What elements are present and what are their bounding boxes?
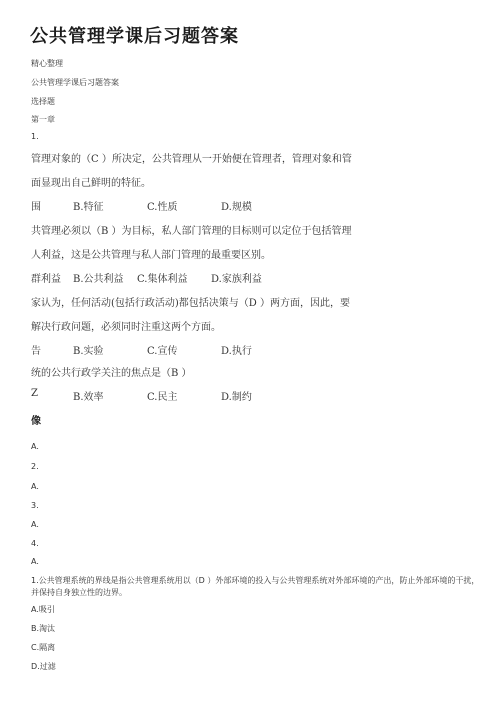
- question-1-line-2: 面显现出自己鲜明的特征。: [31, 178, 151, 189]
- header-line: 第一章: [31, 115, 55, 124]
- answer-line: A.: [31, 482, 39, 491]
- option: 群利益: [31, 274, 61, 285]
- question-stem: 1.公共管理系统的界线是指公共管理系统用以（D ）外部环境的投入与公共管理系统对外部环境的产出，防止外部环境的干扰，并保持自身独立性的边界。: [31, 576, 480, 597]
- section-heading: 像: [31, 416, 41, 427]
- option: D.家族利益: [211, 274, 262, 285]
- option: B.实验: [73, 346, 104, 357]
- option: 围: [31, 202, 41, 213]
- answer-line: A.: [31, 557, 39, 566]
- option: B.效率: [73, 392, 104, 403]
- header-line: 公共管理学课后习题答案: [31, 78, 119, 87]
- option: 告: [31, 346, 41, 357]
- option: Z: [31, 388, 38, 399]
- question-2-line-2: 人利益，这是公共管理与私人部门管理的最重要区别。: [31, 250, 271, 261]
- option: D.制约: [221, 392, 252, 403]
- question-1-line-1: 管理对象的（C ）所决定，公共管理从一开始便在管理者，管理对象和管: [31, 154, 352, 165]
- question-3-line-1: 家认为，任何活动(包括行政活动)都包括决策与（D ）两方面，因此，要: [31, 298, 350, 309]
- option: B.公共利益: [73, 274, 124, 285]
- option: C.隔离: [31, 643, 56, 652]
- option: B.淘汰: [31, 624, 56, 633]
- answer-line: 4.: [31, 539, 39, 548]
- option: C.集体利益: [137, 274, 188, 285]
- option: D.过滤: [31, 662, 56, 671]
- question-3-line-2: 解决行政问题，必须同时注重这两个方面。: [31, 322, 221, 333]
- question-4-line-1: 统的公共行政学关注的焦点是（B ）: [31, 368, 192, 379]
- page-title: 公共管理学课后习题答案: [30, 26, 239, 47]
- answer-line: 2.: [31, 462, 39, 471]
- option: D.规模: [221, 202, 252, 213]
- option: C.性质: [147, 202, 178, 213]
- header-line: 1.: [31, 132, 39, 141]
- header-line: 选择题: [31, 97, 55, 106]
- option: C.宣传: [147, 346, 178, 357]
- question-2-line-1: 共管理必须以（B ）为目标，私人部门管理的目标则可以定位于包括管理: [31, 226, 352, 237]
- option: C.民主: [147, 392, 178, 403]
- answer-line: 3.: [31, 501, 39, 510]
- option: A.吸引: [31, 605, 55, 614]
- answer-line: A.: [31, 442, 39, 451]
- header-line: 精心整理: [31, 59, 63, 68]
- option: D.执行: [221, 346, 252, 357]
- option: B.特征: [73, 202, 104, 213]
- answer-line: A.: [31, 520, 39, 529]
